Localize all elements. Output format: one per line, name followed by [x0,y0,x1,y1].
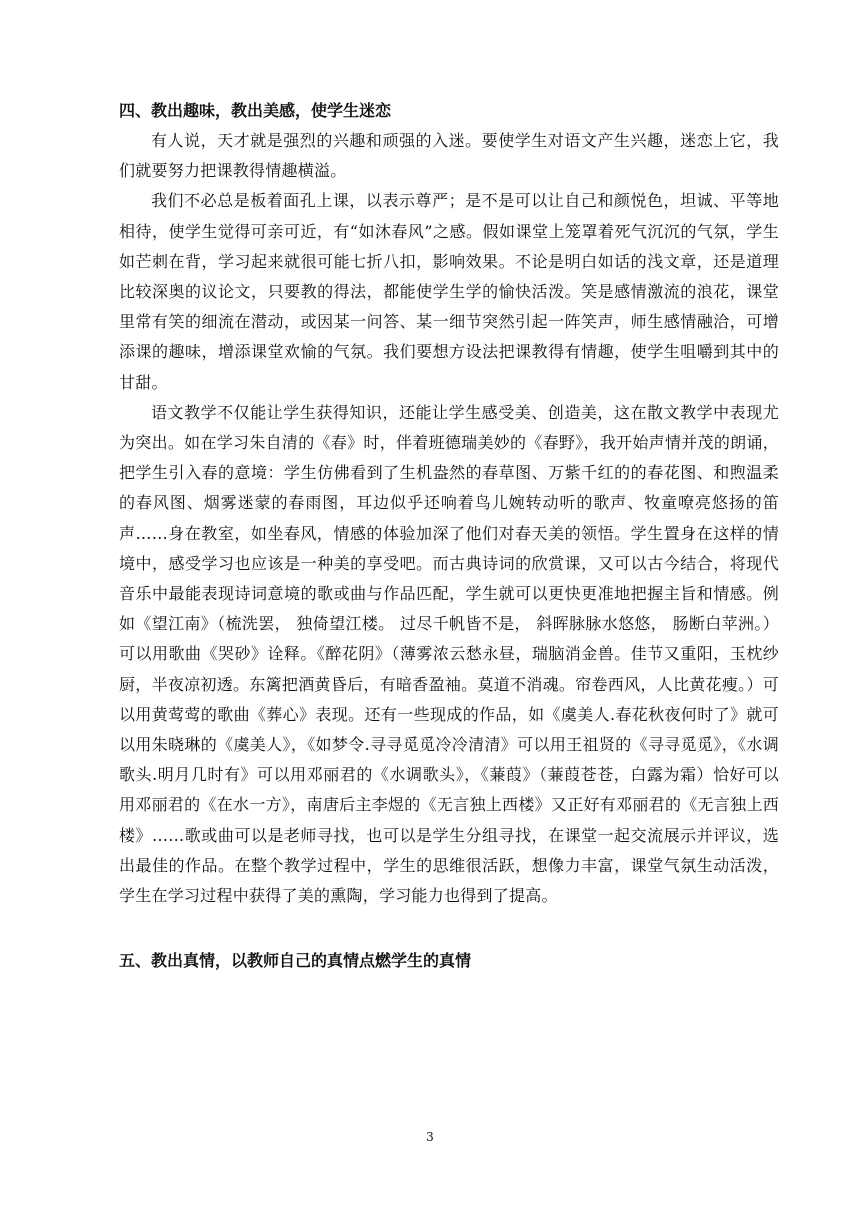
paragraph: 语文教学不仅能让学生获得知识，还能让学生感受美、创造美，这在散文教学中表现尤为突出。如在学习朱自清的《春》时，伴着班德瑞美妙的《春野》，我开始声情并茂的朗诵，把学生引入春的意境：学生仿佛看到了生机盎然的春草图、万紫千红的的春花图、和煦温柔的春风图、烟雾迷蒙的春雨图，耳边似乎还响着鸟儿婉转动听的歌声、牧童嘹亮悠扬的笛声……身在教室，如坐春风，情感的体验加深了他们对春天美的领悟。学生置身在这样的情境中，感受学习也应该是一种美的享受吧。而古典诗词的欣赏课，又可以古今结合，将现代音乐中最能表现诗词意境的歌或曲与作品匹配，学生就可以更快更准地把握主旨和情感。例如《望江南》（梳洗罢， 独倚望江楼。 过尽千帆皆不是， 斜晖脉脉水悠悠， 肠断白苹洲。）可以用歌曲《哭砂》诠释。《醉花阴》（薄雾浓云愁永昼，瑞脑消金兽。佳节又重阳，玉枕纱厨，半夜凉初透。东篱把酒黄昏后，有暗香盈袖。莫道不消魂。帘卷西风，人比黄花瘦。）可以用黄莺莺的歌曲《葬心》表现。还有一些现成的作品，如《虞美人.春花秋夜何时了》就可以用朱晓琳的《虞美人》，《如梦令.寻寻觅觅冷冷清清》可以用王祖贤的《寻寻觅觅》，《水调歌头.明月几时有》可以用邓丽君的《水调歌头》，《蒹葭》（蒹葭苍苍，白露为霜）恰好可以用邓丽君的《在水一方》，南唐后主李煜的《无言独上西楼》又正好有邓丽君的《无言独上西楼》……歌或曲可以是老师寻找，也可以是学生分组寻找，在课堂一起交流展示并评议，选出最佳的作品。在整个教学过程中，学生的思维很活跃，想像力丰富，课堂气氛生动活泼，学生在学习过程中获得了美的熏陶，学习能力也得到了提高。 [119,402,779,906]
paragraph: 我们不必总是板着面孔上课，以表示尊严；是不是可以让自己和颜悦色，坦诚、平等地相待，使学生觉得可亲可近，有“如沐春风”之感。假如课堂上笼罩着死气沉沉的气氛，学生如芒刺在背，学习起来就很可能七折八扣，影响效果。不论是明白如话的浅文章，还是道理比较深奥的议论文，只要教的得法，都能使学生学的愉快活泼。笑是感情激流的浪花，课堂里常有笑的细流在潜动，或因某一问答、某一细节突然引起一阵笑声，师生感情融洽，可增添课的趣味，增添课堂欢愉的气氛。我们要想方设法把课教得有情趣，使学生咀嚼到其中的甘甜。 [119,191,779,392]
paragraph: 有人说，天才就是强烈的兴趣和顽强的入迷。要使学生对语文产生兴趣，迷恋上它，我们就要努力把课教得情趣横溢。 [119,131,779,181]
page-number: 3 [426,1130,434,1144]
section-heading: 四、教出趣味，教出美感，使学生迷恋 [119,101,392,120]
page-body [119,96,779,976]
section-heading: 五、教出真情，以教师自己的真情点燃学生的真情 [119,951,472,971]
